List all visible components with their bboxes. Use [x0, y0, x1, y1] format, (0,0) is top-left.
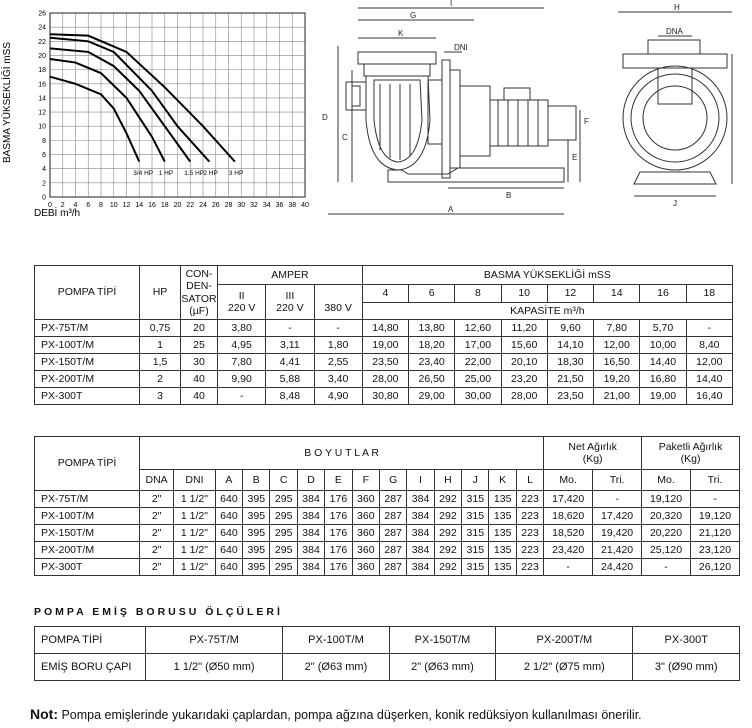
table-cell: 292	[434, 491, 461, 508]
header-kapasite: KAPASİTE m³/h	[362, 303, 732, 320]
table-cell: 176	[325, 508, 352, 525]
curve-2	[50, 59, 165, 162]
header-boyutlar: B O Y U T L A R	[140, 437, 544, 470]
table-cell: 1,80	[314, 337, 362, 354]
table-cell: 8,48	[266, 388, 314, 405]
table-cell: 4,90	[314, 388, 362, 405]
footnote	[30, 706, 642, 722]
table-cell: 384	[407, 559, 434, 576]
y-tick-label: 18	[38, 67, 46, 75]
header-col: K	[489, 470, 516, 491]
dim-label: K	[398, 29, 404, 38]
x-tick-label: 16	[148, 202, 156, 209]
pipe-size: 2 1/2" (Ø75 mm)	[496, 654, 633, 681]
y-tick-label: 26	[38, 10, 46, 18]
table-cell: 640	[215, 508, 242, 525]
table-cell: 1 1/2"	[174, 542, 216, 559]
table-cell: 2"	[140, 525, 174, 542]
x-tick-label: 4	[73, 202, 78, 209]
table-cell: 7,80	[594, 320, 640, 337]
header-col: B	[243, 470, 270, 491]
table-cell: 223	[516, 525, 543, 542]
table-cell: 21,120	[690, 525, 739, 542]
table-cell: 315	[462, 542, 489, 559]
y-tick-label: 2	[42, 180, 46, 188]
header-col: H	[434, 470, 461, 491]
y-tick-label: 22	[38, 38, 46, 46]
table-cell: 11,20	[501, 320, 547, 337]
header-col: L	[516, 470, 543, 491]
y-tick-label: 20	[38, 52, 46, 60]
x-tick-label: 32	[250, 202, 258, 209]
table-cell: 18,620	[544, 508, 593, 525]
table-cell: -	[218, 388, 266, 405]
table-cell: 18,520	[544, 525, 593, 542]
table-cell: 24,420	[593, 559, 642, 576]
table-cell: 1 1/2"	[174, 508, 216, 525]
curve-label: 3 HP	[228, 170, 244, 177]
table-cell: 19,00	[640, 388, 686, 405]
header-pompa-tipi: POMPA TİPİ	[35, 266, 140, 320]
performance-table	[34, 265, 733, 405]
table-cell: 28,00	[362, 371, 408, 388]
curve-1	[50, 77, 139, 162]
header-net-weight: Net Ağırlık (Kg)	[544, 437, 642, 470]
pipe-pump-type: PX-200T/M	[496, 627, 633, 654]
table-cell: 315	[462, 508, 489, 525]
pipe-row-label: POMPA TİPİ	[35, 627, 146, 654]
x-tick-label: 36	[275, 202, 284, 209]
table-cell: 292	[434, 542, 461, 559]
table-cell: 25,00	[455, 371, 501, 388]
table-cell: 295	[270, 508, 297, 525]
header-col: E	[325, 470, 352, 491]
table-cell: 20,320	[642, 508, 691, 525]
table-cell: 0,75	[140, 320, 181, 337]
table-row	[35, 337, 733, 354]
table-cell: 30	[181, 354, 218, 371]
header-hp: HP	[140, 266, 181, 320]
pipe-row-label: EMİŞ BORU ÇAPI	[35, 654, 146, 681]
pipe-section-title: POMPA EMİŞ BORUSU ÖLÇÜLERİ	[34, 606, 283, 618]
dim-label: G	[410, 11, 417, 20]
pipe-pump-type: PX-75T/M	[146, 627, 283, 654]
performance-chart	[0, 0, 320, 225]
table-cell: 287	[379, 491, 406, 508]
header-col: C	[270, 470, 297, 491]
table-cell: 295	[270, 559, 297, 576]
y-tick-label: 0	[42, 194, 46, 202]
table-cell: 7,80	[218, 354, 266, 371]
table-cell: 395	[243, 491, 270, 508]
table-cell: 19,120	[690, 508, 739, 525]
x-tick-label: 0	[48, 202, 52, 209]
table-cell: 223	[516, 491, 543, 508]
x-tick-label: 24	[199, 202, 207, 209]
pump-base	[388, 168, 564, 182]
x-tick-label: 2	[60, 202, 65, 209]
table-cell: 395	[243, 508, 270, 525]
table-cell: 30,80	[362, 388, 408, 405]
table-cell: 176	[325, 559, 352, 576]
row-pump-type: PX-150T/M	[35, 525, 140, 542]
table-cell: 2"	[140, 542, 174, 559]
x-tick-label: 12	[122, 202, 131, 209]
table-cell: 1 1/2"	[174, 525, 216, 542]
table-cell: 1,5	[140, 354, 181, 371]
x-tick-label: 20	[173, 202, 182, 209]
table-cell: 4,95	[218, 337, 266, 354]
table-cell: 2"	[140, 559, 174, 576]
table-cell: 287	[379, 559, 406, 576]
table-cell: 12,00	[686, 354, 732, 371]
y-tick-label: 8	[42, 137, 46, 145]
table-cell: 2,55	[314, 354, 362, 371]
table-cell: 135	[489, 542, 516, 559]
x-tick-label: 8	[99, 202, 103, 209]
table-cell: -	[314, 320, 362, 337]
table-row	[35, 371, 733, 388]
table-cell: 176	[325, 525, 352, 542]
header-head-value: 16	[640, 285, 686, 303]
header-col: I	[407, 470, 434, 491]
table-cell: 17,00	[455, 337, 501, 354]
row-pump-type: PX-300T	[35, 559, 140, 576]
table-cell: 292	[434, 559, 461, 576]
table-cell: 13,80	[409, 320, 455, 337]
suction-pipe-table	[34, 626, 740, 681]
table-cell: 176	[325, 542, 352, 559]
table-cell: 23,120	[690, 542, 739, 559]
header-condensator: CON- DEN- SATOR (µF)	[181, 266, 218, 320]
table-cell: 395	[243, 525, 270, 542]
x-tick-label: 30	[237, 202, 246, 209]
row-pump-type: PX-75T/M	[35, 320, 140, 337]
table-cell: 176	[325, 491, 352, 508]
table-cell: 287	[379, 508, 406, 525]
table-cell: 23,40	[409, 354, 455, 371]
y-tick-label: 24	[38, 24, 46, 32]
header-head-value: 14	[594, 285, 640, 303]
x-tick-label: 14	[135, 202, 144, 209]
table-cell: 295	[270, 491, 297, 508]
x-tick-label: 22	[186, 202, 195, 209]
table-row	[35, 559, 740, 576]
y-tick-label: 10	[38, 123, 46, 131]
table-cell: 384	[407, 542, 434, 559]
table-cell: 135	[489, 491, 516, 508]
table-cell: 21,00	[594, 388, 640, 405]
table-cell: 315	[462, 491, 489, 508]
pump-technical-drawing	[318, 0, 752, 225]
table-cell: 17,420	[544, 491, 593, 508]
pipe-size: 3" (Ø90 mm)	[633, 654, 740, 681]
header-col: Mo.	[544, 470, 593, 491]
dim-label: F	[584, 117, 589, 126]
table-cell: -	[690, 491, 739, 508]
table-cell: 19,120	[642, 491, 691, 508]
header-col: F	[352, 470, 379, 491]
table-cell: 12,00	[594, 337, 640, 354]
x-tick-label: 40	[301, 202, 309, 209]
y-tick-label: 14	[38, 95, 46, 103]
table-row	[35, 508, 740, 525]
table-cell: 14,40	[686, 371, 732, 388]
table-cell: -	[544, 559, 593, 576]
header-head-value: 18	[686, 285, 732, 303]
dim-label: C	[342, 133, 348, 142]
header-amp-col: III 220 V	[266, 285, 314, 320]
row-pump-type: PX-75T/M	[35, 491, 140, 508]
table-cell: 20	[181, 320, 218, 337]
x-tick-label: 10	[109, 202, 118, 209]
table-cell: 3,80	[218, 320, 266, 337]
header-head-value: 12	[547, 285, 593, 303]
table-cell: 292	[434, 525, 461, 542]
x-tick-label: 34	[262, 202, 271, 209]
y-tick-label: 12	[38, 109, 46, 117]
table-cell: 1	[140, 337, 181, 354]
table-row	[35, 320, 733, 337]
table-row	[35, 542, 740, 559]
header-col: DNI	[174, 470, 216, 491]
table-cell: 19,420	[593, 525, 642, 542]
table-cell: 23,420	[544, 542, 593, 559]
table-cell: 360	[352, 542, 379, 559]
table-cell: 384	[297, 542, 324, 559]
table-cell: 360	[352, 525, 379, 542]
table-cell: 640	[215, 525, 242, 542]
table-cell: 640	[215, 491, 242, 508]
header-amp-col: II 220 V	[218, 285, 266, 320]
table-cell: 9,60	[547, 320, 593, 337]
y-tick-label: 16	[38, 81, 46, 89]
dim-label: B	[506, 191, 512, 200]
front-view	[618, 12, 732, 196]
table-cell: 14,40	[640, 354, 686, 371]
dim-label: I	[450, 0, 453, 8]
table-cell: 30,00	[455, 388, 501, 405]
note-text: Pompa emişlerinde yukarıdaki çaplardan, pompa ağzına düşerken, konik redüksiyon kullanılması önerilir.	[58, 708, 642, 722]
header-col: J	[462, 470, 489, 491]
table-cell: 135	[489, 525, 516, 542]
table-cell: 384	[297, 525, 324, 542]
header-col: Mo.	[642, 470, 691, 491]
curve-label: 3/4 HP	[133, 170, 154, 177]
table-cell: 12,60	[455, 320, 501, 337]
table-cell: 3,11	[266, 337, 314, 354]
dim-label: H	[674, 3, 680, 12]
table-cell: 9,90	[218, 371, 266, 388]
table-cell: 1 1/2"	[174, 559, 216, 576]
curve-label: 2 HP	[203, 170, 218, 177]
table-cell: 384	[297, 491, 324, 508]
table-cell: 16,50	[594, 354, 640, 371]
table-cell: 135	[489, 559, 516, 576]
table-cell: 384	[297, 508, 324, 525]
header-col: Tri.	[593, 470, 642, 491]
table-cell: 2"	[140, 508, 174, 525]
table-cell: 395	[243, 559, 270, 576]
header-row	[35, 266, 733, 285]
table-cell: 315	[462, 559, 489, 576]
y-tick-label: 4	[42, 166, 46, 174]
header-col: D	[297, 470, 324, 491]
table-cell: 18,30	[547, 354, 593, 371]
x-tick-label: 28	[224, 202, 233, 209]
header-head-value: 6	[409, 285, 455, 303]
strainer-housing	[346, 52, 442, 170]
table-cell: 315	[462, 525, 489, 542]
table-row	[35, 525, 740, 542]
table-cell: 28,00	[501, 388, 547, 405]
header-head-value: 8	[455, 285, 501, 303]
dim-label: DNA	[666, 27, 683, 36]
table-cell: 384	[407, 525, 434, 542]
table-cell: 1 1/2"	[174, 491, 216, 508]
chart-xlabel: DEBİ m³/h	[34, 208, 81, 219]
row-pump-type: PX-200T/M	[35, 542, 140, 559]
header-col: A	[215, 470, 242, 491]
table-cell: 25,120	[642, 542, 691, 559]
table-cell: 22,00	[455, 354, 501, 371]
pipe-size: 2" (Ø63 mm)	[283, 654, 390, 681]
table-row	[35, 354, 733, 371]
table-cell: 223	[516, 508, 543, 525]
dim-label: J	[673, 199, 677, 208]
dim-label: D	[322, 113, 328, 122]
curve-4	[50, 38, 209, 162]
pipe-pump-type: PX-300T	[633, 627, 740, 654]
table-cell: 295	[270, 542, 297, 559]
table-cell: 21,420	[593, 542, 642, 559]
table-cell: 223	[516, 542, 543, 559]
curve-3	[50, 48, 190, 161]
table-cell: -	[266, 320, 314, 337]
table-cell: -	[593, 491, 642, 508]
table-cell: -	[642, 559, 691, 576]
table-row	[35, 388, 733, 405]
table-cell: 384	[407, 491, 434, 508]
header-col: DNA	[140, 470, 174, 491]
header-col: G	[379, 470, 406, 491]
curve-label: 1.5 HP	[184, 170, 205, 177]
table-cell: 25	[181, 337, 218, 354]
table-cell: 360	[352, 508, 379, 525]
table-cell: 29,00	[409, 388, 455, 405]
table-cell: 16,40	[686, 388, 732, 405]
dimensions-table	[34, 436, 740, 576]
table-cell: 360	[352, 491, 379, 508]
table-cell: 40	[181, 371, 218, 388]
header-amp-col: 380 V	[314, 285, 362, 320]
row-pump-type: PX-150T/M	[35, 354, 140, 371]
x-tick-label: 26	[211, 202, 220, 209]
dim-label: E	[572, 153, 578, 162]
header-basma: BASMA YÜKSEKLİĞİ mSS	[362, 266, 732, 285]
table-cell: 23,20	[501, 371, 547, 388]
table-cell: 10,00	[640, 337, 686, 354]
row-pump-type: PX-100T/M	[35, 508, 140, 525]
row-pump-type: PX-200T/M	[35, 371, 140, 388]
table-cell: 384	[297, 559, 324, 576]
table-row	[35, 491, 740, 508]
table-cell: -	[686, 320, 732, 337]
table-cell: 14,80	[362, 320, 408, 337]
note-label: Not:	[30, 706, 58, 722]
header-pompa-tipi: POMPA TİPİ	[35, 437, 140, 491]
table-cell: 4,41	[266, 354, 314, 371]
table-cell: 19,00	[362, 337, 408, 354]
x-tick-label: 38	[288, 202, 297, 209]
table-cell: 384	[407, 508, 434, 525]
row-pump-type: PX-300T	[35, 388, 140, 405]
table-cell: 3,40	[314, 371, 362, 388]
table-cell: 26,120	[690, 559, 739, 576]
table-cell: 292	[434, 508, 461, 525]
table-cell: 18,20	[409, 337, 455, 354]
table-cell: 19,20	[594, 371, 640, 388]
pipe-size: 2" (Ø63 mm)	[389, 654, 496, 681]
table-cell: 287	[379, 525, 406, 542]
table-cell: 395	[243, 542, 270, 559]
table-cell: 23,50	[547, 388, 593, 405]
table-cell: 295	[270, 525, 297, 542]
table-cell: 2	[140, 371, 181, 388]
dim-label: A	[448, 205, 454, 214]
table-cell: 3	[140, 388, 181, 405]
table-cell: 21,50	[547, 371, 593, 388]
chart-ylabel: BASMA YÜKSEKLİĞİ mSS	[2, 42, 13, 163]
table-cell: 640	[215, 559, 242, 576]
table-cell: 135	[489, 508, 516, 525]
x-tick-label: 18	[160, 202, 169, 209]
table-cell: 15,60	[501, 337, 547, 354]
header-head-value: 10	[501, 285, 547, 303]
table-cell: 640	[215, 542, 242, 559]
table-cell: 287	[379, 542, 406, 559]
header-amper: AMPER	[218, 266, 363, 285]
pipe-pump-type: PX-150T/M	[389, 627, 496, 654]
table-cell: 5,88	[266, 371, 314, 388]
table-cell: 16,80	[640, 371, 686, 388]
header-head-value: 4	[362, 285, 408, 303]
table-cell: 40	[181, 388, 218, 405]
table-cell: 26,50	[409, 371, 455, 388]
table-cell: 20,10	[501, 354, 547, 371]
y-tick-label: 6	[42, 152, 46, 160]
table-cell: 2"	[140, 491, 174, 508]
table-cell: 20,220	[642, 525, 691, 542]
table-cell: 223	[516, 559, 543, 576]
table-cell: 8,40	[686, 337, 732, 354]
motor	[442, 60, 576, 178]
row-pump-type: PX-100T/M	[35, 337, 140, 354]
table-cell: 14,10	[547, 337, 593, 354]
table-cell: 360	[352, 559, 379, 576]
table-cell: 23,50	[362, 354, 408, 371]
table-cell: 17,420	[593, 508, 642, 525]
pipe-pump-type: PX-100T/M	[283, 627, 390, 654]
header-packed-weight: Paketli Ağırlık (Kg)	[642, 437, 740, 470]
header-col: Tri.	[690, 470, 739, 491]
dim-label: DNI	[454, 43, 468, 52]
x-tick-label: 6	[86, 202, 91, 209]
curve-label: 1 HP	[158, 170, 174, 177]
pipe-size: 1 1/2" (Ø50 mm)	[146, 654, 283, 681]
table-cell: 5,70	[640, 320, 686, 337]
